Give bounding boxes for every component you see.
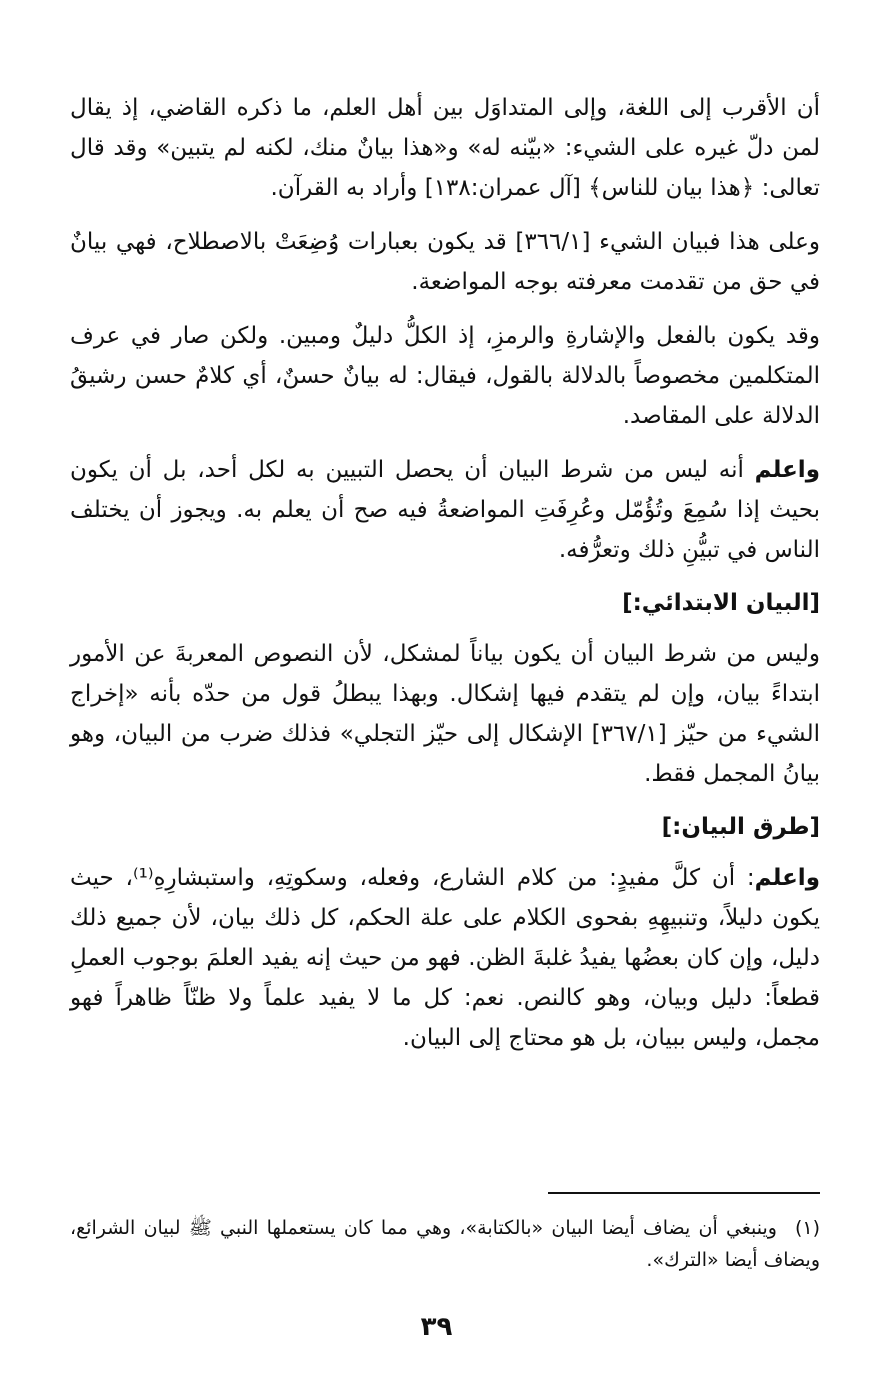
footnote-divider <box>548 1192 820 1194</box>
paragraph-1-text: أن الأقرب إلى اللغة، وإلى المتداوَل بين أهل العلم، ما ذكره القاضي، إذ يقال لمن دلّ غيره على الشيء: «بيّنه له» و«هذا بيانٌ منك، لكنه لم يتبين» وقد قال تعالى: ﴿هذا بيان للناس﴾ [آل عمران:١٣٨] وأراد به القرآن. <box>70 95 820 201</box>
section-heading-bayan-methods: [طرق البيان:] <box>661 814 820 840</box>
footnote-text: وينبغي أن يضاف أيضا البيان «بالكتابة»، وهي مما كان يستعملها النبي ﷺ لبيان الشرائع، ويضاف أيضا «الترك». <box>70 1217 820 1271</box>
paragraph-2 <box>70 222 820 302</box>
section-heading-initial-bayan: [البيان الابتدائي:] <box>622 590 820 616</box>
paragraph-6-lead: واعلم <box>754 865 820 891</box>
paragraph-4-text: أنه ليس من شرط البيان أن يحصل التبيين به لكل أحد، بل أن يكون بحيث إذا سُمِعَ وتُؤُمّل وعُرِفَتِ المواضعةُ فيه صح أن يعلم به. ويجوز أن يختلف الناس في تبيُّنِ ذلك وتعرُّفه. <box>70 457 820 563</box>
paragraph-6 <box>70 858 820 1058</box>
paragraph-2-text: وعلى هذا فبيان الشيء [٣٦٦/١] قد يكون بعبارات وُضِعَتْ بالاصطلاح، فهي بيانٌ في حق من تقدمت معرفته بوجه المواضعة. <box>70 229 820 295</box>
footnote-marker: (١) <box>794 1217 820 1239</box>
footnote <box>70 1212 820 1276</box>
paragraph-1 <box>70 88 820 208</box>
paragraph-3 <box>70 316 820 436</box>
paragraph-3-text: وقد يكون بالفعل والإشارةِ والرمزِ، إذ الكلُّ دليلٌ ومبين. ولكن صار في عرف المتكلمين مخصوصاً بالدلالة بالقول، فيقال: له بيانٌ حسنٌ، أي كلامٌ حسن رشيقُ الدلالة على المقاصد. <box>70 323 820 429</box>
paragraph-6-text: : أن كلَّ مفيدٍ: من كلام الشارع، وفعله، وسكوتِهِ، واستبشارِهِ⁽¹⁾، حيث يكون دليلاً، وتنبيهِهِ بفحوى الكلام على علة الحكم، كل ذلك بيان، لأن جميع ذلك دليل، وإن كان بعضُها يفيدُ غلبةَ الظن. فهو من حيث إنه يفيد العلمَ بوجوب العملِ قطعاً: دليل وبيان، وهو كالنص. نعم: كل ما لا يفيد علماً ولا ظنّاً ظاهراً فهو مجمل، وليس ببيان، بل هو محتاج إلى البيان. <box>70 865 820 1051</box>
page-body <box>70 88 820 1072</box>
paragraph-4 <box>70 450 820 570</box>
paragraph-5 <box>70 634 820 794</box>
paragraph-4-lead: واعلم <box>754 457 820 483</box>
paragraph-5-text: وليس من شرط البيان أن يكون بياناً لمشكل، لأن النصوص المعربةَ عن الأمور ابتداءً بيان، وإن لم يتقدم فيها إشكال. وبهذا يبطلُ قول من حدّه بأنه «إخراج الشيء من حيّز [٣٦٧/١] الإشكال إلى حيّز التجلي» فذلك ضرب من البيان، وهو بيانُ المجمل فقط. <box>70 641 821 787</box>
page-number: ٣٩ <box>420 1312 453 1342</box>
